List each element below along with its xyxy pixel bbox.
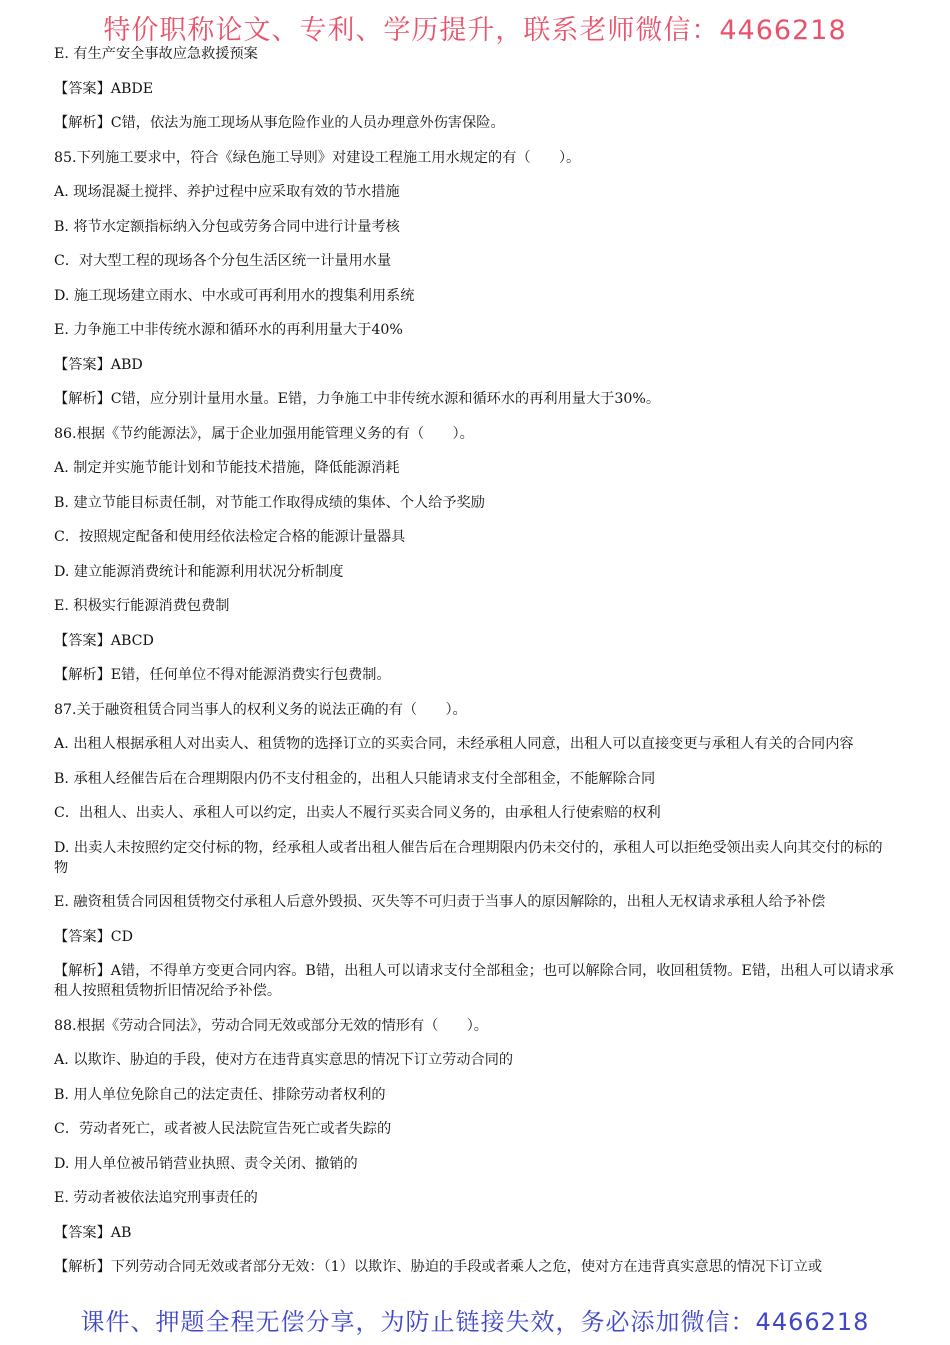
option-line: A. 制定并实施节能计划和节能技术措施，降低能源消耗 xyxy=(54,460,400,476)
option-line: B. 承租人经催告后在合理期限内仍不支付租金的，出租人只能请求支付全部租金，不能解除合同 xyxy=(54,770,656,787)
explanation-line: 【解析】C错，依法为施工现场从事危险作业的人员办理意外伤害保险。 xyxy=(54,115,505,131)
explanation-line: 【解析】A错，不得单方变更合同内容。B错，出租人可以请求支付全部租金；也可以解除合同，收回租赁物。E错，出租人可以请求承租人按照租赁物折旧情况给予补偿。 xyxy=(54,963,894,999)
option-line: E. 融资租赁合同因租赁物交付承租人后意外毁损、灭失等不可归责于当事人的原因解除的，出租人无权请求承租人给予补偿 xyxy=(54,894,826,910)
option-line: B. 将节水定额指标纳入分包或劳务合同中进行计量考核 xyxy=(54,218,400,235)
question-88: 88.根据《劳动合同法》，劳动合同无效或部分无效的情形有（ ）。 xyxy=(54,1017,488,1034)
option-line: B. 用人单位免除自己的法定责任、排除劳动者权利的 xyxy=(54,1086,386,1103)
footer-banner: 课件、押题全程无偿分享，为防止链接失效，务必添加微信：4466218 xyxy=(80,1308,870,1336)
option-line: E. 力争施工中非传统水源和循环水的再利用量大于40% xyxy=(54,322,403,338)
option-line: E. 积极实行能源消费包费制 xyxy=(54,598,230,614)
option-line: D. 建立能源消费统计和能源利用状况分析制度 xyxy=(54,563,344,580)
header-banner: 特价职称论文、专利、学历提升，联系老师微信：4466218 xyxy=(103,15,847,46)
question-87: 87.关于融资租赁合同当事人的权利义务的说法正确的有（ ）。 xyxy=(54,701,467,718)
option-line: D. 施工现场建立雨水、中水或可再利用水的搜集利用系统 xyxy=(54,287,415,304)
option-line: A. 以欺诈、胁迫的手段，使对方在违背真实意思的情况下订立劳动合同的 xyxy=(54,1052,514,1068)
option-line: B. 建立节能目标责任制，对节能工作取得成绩的集体、个人给予奖励 xyxy=(54,494,485,511)
option-line: A. 出租人根据承租人对出卖人、租赁物的选择订立的买卖合同，未经承租人同意，出租人可以直接变更与承租人有关的合同内容 xyxy=(54,736,854,752)
answer-line: 【答案】ABD xyxy=(54,356,143,373)
answer-line: 【答案】CD xyxy=(54,928,133,945)
option-line: C．对大型工程的现场各个分包生活区统一计量用水量 xyxy=(54,253,392,269)
answer-line: 【答案】ABCD xyxy=(54,632,154,649)
question-85: 85.下列施工要求中，符合《绿色施工导则》对建设工程施工用水规定的有（ ）。 xyxy=(54,149,581,166)
explanation-line: 【解析】C错，应分别计量用水量。E错，力争施工中非传统水源和循环水的再利用量大于30%。 xyxy=(54,391,661,407)
option-line: E. 有生产安全事故应急救援预案 xyxy=(54,46,258,62)
explanation-line: 【解析】E错，任何单位不得对能源消费实行包费制。 xyxy=(54,667,391,683)
option-line: D. 用人单位被吊销营业执照、责令关闭、撤销的 xyxy=(54,1155,358,1172)
option-line: A. 现场混凝土搅拌、养护过程中应采取有效的节水措施 xyxy=(54,184,400,200)
question-86: 86.根据《节约能源法》，属于企业加强用能管理义务的有（ ）。 xyxy=(54,425,474,442)
option-line: C．出租人、出卖人、承租人可以约定，出卖人不履行买卖合同义务的，由承租人行使索赔的权利 xyxy=(54,805,661,821)
explanation-line: 【解析】下列劳动合同无效或者部分无效：（1）以欺诈、胁迫的手段或者乘人之危，使对方在违背真实意思的情况下订立或 xyxy=(54,1259,823,1275)
option-line: E. 劳动者被依法追究刑事责任的 xyxy=(54,1190,258,1206)
answer-line: 【答案】ABDE xyxy=(54,80,154,97)
document-body xyxy=(54,44,896,1291)
option-line: D. 出卖人未按照约定交付标的物，经承租人或者出租人催告后在合理期限内仍未交付的，承租人可以拒绝受领出卖人向其交付的标的物 xyxy=(54,839,883,876)
option-line: C．劳动者死亡，或者被人民法院宣告死亡或者失踪的 xyxy=(54,1121,392,1137)
option-line: C．按照规定配备和使用经依法检定合格的能源计量器具 xyxy=(54,529,406,545)
answer-line: 【答案】AB xyxy=(54,1224,132,1241)
